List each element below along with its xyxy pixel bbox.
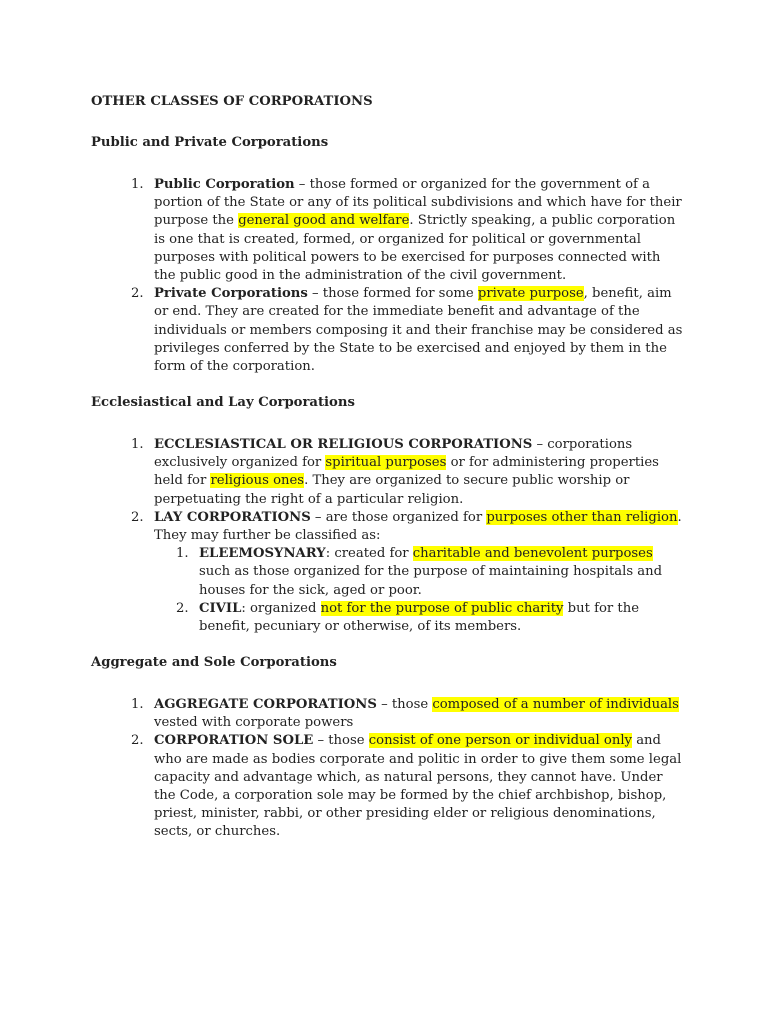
list-public-private [131,176,684,376]
text: – corporations exclusively organized for [154,437,633,471]
sublist-item-eleemosynary [176,545,684,600]
text: – those formed for some [307,286,478,302]
list-item-ecclesiastical [131,436,684,509]
list-item-aggregate [131,696,684,732]
highlight: general good and welfare [238,213,410,229]
list-item-private-corporations [131,285,684,376]
term: CORPORATION SOLE [154,733,314,749]
list-number: 2. [131,733,144,749]
sublist-lay-classes [176,545,684,636]
text: : organized [241,600,321,616]
list-number: 1. [176,546,189,562]
sublist-item-civil [176,600,684,636]
term: ECCLESIASTICAL OR RELIGIOUS CORPORATIONS [154,437,533,452]
text: . They are organized to secure public worship or perpetuating the right of a particular religion. [154,473,630,507]
text: , benefit, aim or end. They are created for the immediate benefit and advantage of the individuals or members composing it and their franchise may be considered as privileges conferred by the State to be exercised and enjoyed by them in the form of the corporation. [154,286,683,375]
text: . Strictly speaking, a public corporation is one that is created, formed, or organized for political or governmental purposes with political powers to be exercised for purposes connected with the public good in the administration of the civil government. [154,213,676,284]
term: CIVIL [199,600,242,616]
list-aggregate-sole [131,696,684,842]
list-number: 2. [176,600,189,616]
list-item-corporation-sole [131,732,684,841]
text: – those [376,697,433,712]
list-item-public-corporation [131,176,684,285]
term: Public Corporation [154,177,295,192]
document-title: OTHER CLASSES OF CORPORATIONS [91,94,373,109]
term: AGGREGATE CORPORATIONS [154,697,377,712]
text: vested with corporate powers [154,715,354,731]
text: such as those organized for the purpose of maintaining hospitals and houses for the sick, aged or poor. [199,564,663,598]
list-number: 2. [131,509,144,525]
highlight: purposes other than religion [486,509,678,525]
list-item-lay-corporations [131,509,684,636]
text: but for the benefit, pecuniary or otherwise, of its members. [199,600,640,635]
highlight: consist of one person or individual only [368,733,632,749]
list-number: 1. [131,437,144,452]
text: – those formed or organized for the government of a portion of the State or any of its political subdivisions and which have for their purpose the [154,177,682,229]
term: ELEEMOSYNARY [199,546,326,562]
text: : created for [325,546,413,562]
highlight: spiritual purposes [325,455,447,471]
list-number: 1. [131,177,144,192]
highlight: charitable and benevolent purposes [412,546,653,562]
highlight: religious ones [210,473,305,489]
highlight: not for the purpose of public charity [320,600,564,616]
term: Private Corporations [154,286,308,302]
text: . They may further be classified as: [154,509,682,544]
highlight: private purpose [477,286,584,302]
list-number: 1. [131,697,144,712]
section-heading-aggregate-sole: Aggregate and Sole Corporations [91,655,337,670]
text: – are those organized for [310,509,487,525]
section-heading-public-private: Public and Private Corporations [91,135,329,150]
text: – those [313,733,369,749]
text: and who are made as bodies corporate and politic in order to give them some legal capacity and advantage which, as natural persons, they cannot have. Under the Code, a corporation sole may be formed by the chief archbishop, bishop, priest, minister, rabbi, or other presiding elder or religious denominations, sects, or churches. [154,733,682,840]
text: or for administering properties held for [154,455,659,489]
list-number: 2. [131,286,144,302]
term: LAY CORPORATIONS [154,509,311,525]
list-ecclesiastical-lay [131,436,684,636]
section-heading-ecclesiastical-lay: Ecclesiastical and Lay Corporations [91,395,355,410]
highlight: composed of a number of individuals [432,697,679,712]
